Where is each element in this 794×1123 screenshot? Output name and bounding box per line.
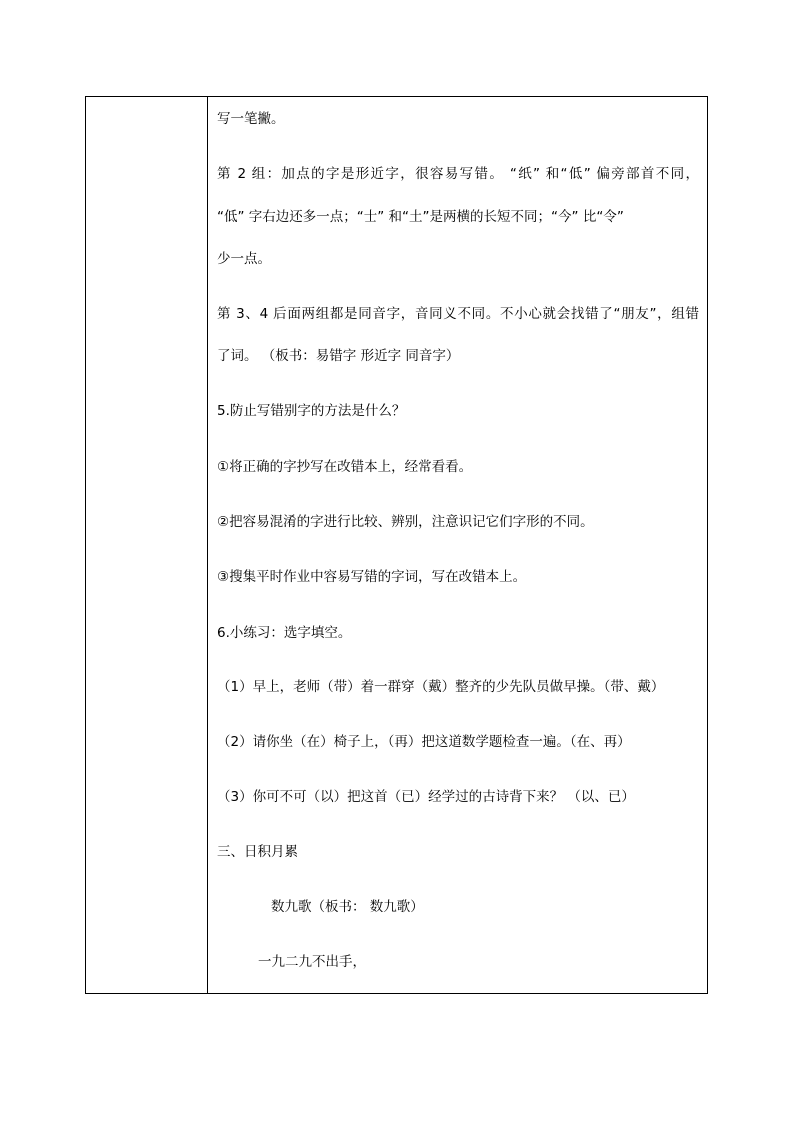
text-line: 5.防止写错别字的方法是什么？ (217, 403, 406, 419)
text-line: 一九二九不出手， (258, 954, 366, 970)
text-line: “低” 字右边还多一点；“士” 和“土”是两横的长短不同；“今” 比“令” (217, 209, 624, 225)
text-line: 6.小练习：选字填空。 (217, 625, 352, 641)
left-column-cell (86, 97, 208, 993)
text-line: 三、日积月累 (217, 844, 298, 860)
text-line: （2）请你坐（在）椅子上，（再）把这道数学题检查一遍。（在、再） (217, 734, 631, 750)
text-line: 少一点。 (217, 251, 271, 267)
lesson-table (85, 96, 708, 994)
text-line: 第 2 组：加点的字是形近字，很容易写错。 “纸” 和“低” 偏旁部首不同， (217, 166, 699, 182)
text-line: 第 3、4 后面两组都是同音字，音同义不同。不小心就会找错了“朋友”，组错 (217, 306, 699, 322)
text-line: ③搜集平时作业中容易写错的字词，写在改错本上。 (217, 569, 527, 585)
text-line: 写一笔撇。 (217, 111, 285, 127)
text-line: ①将正确的字抄写在改错本上，经常看看。 (217, 459, 473, 475)
text-line: 了词。 （板书：易错字 形近字 同音字） (217, 348, 460, 364)
text-line: （1）早上，老师（带）着一群穿（戴）整齐的少先队员做早操。（带、戴） (217, 679, 665, 695)
text-line: （3）你可不可（以）把这首（已）经学过的古诗背下来？ （以、已） (217, 789, 635, 805)
content-cell (208, 97, 707, 993)
text-line: ②把容易混淆的字进行比较、辨别，注意识记它们字形的不同。 (217, 514, 594, 530)
text-line: 数九歌（板书： 数九歌） (271, 899, 424, 915)
